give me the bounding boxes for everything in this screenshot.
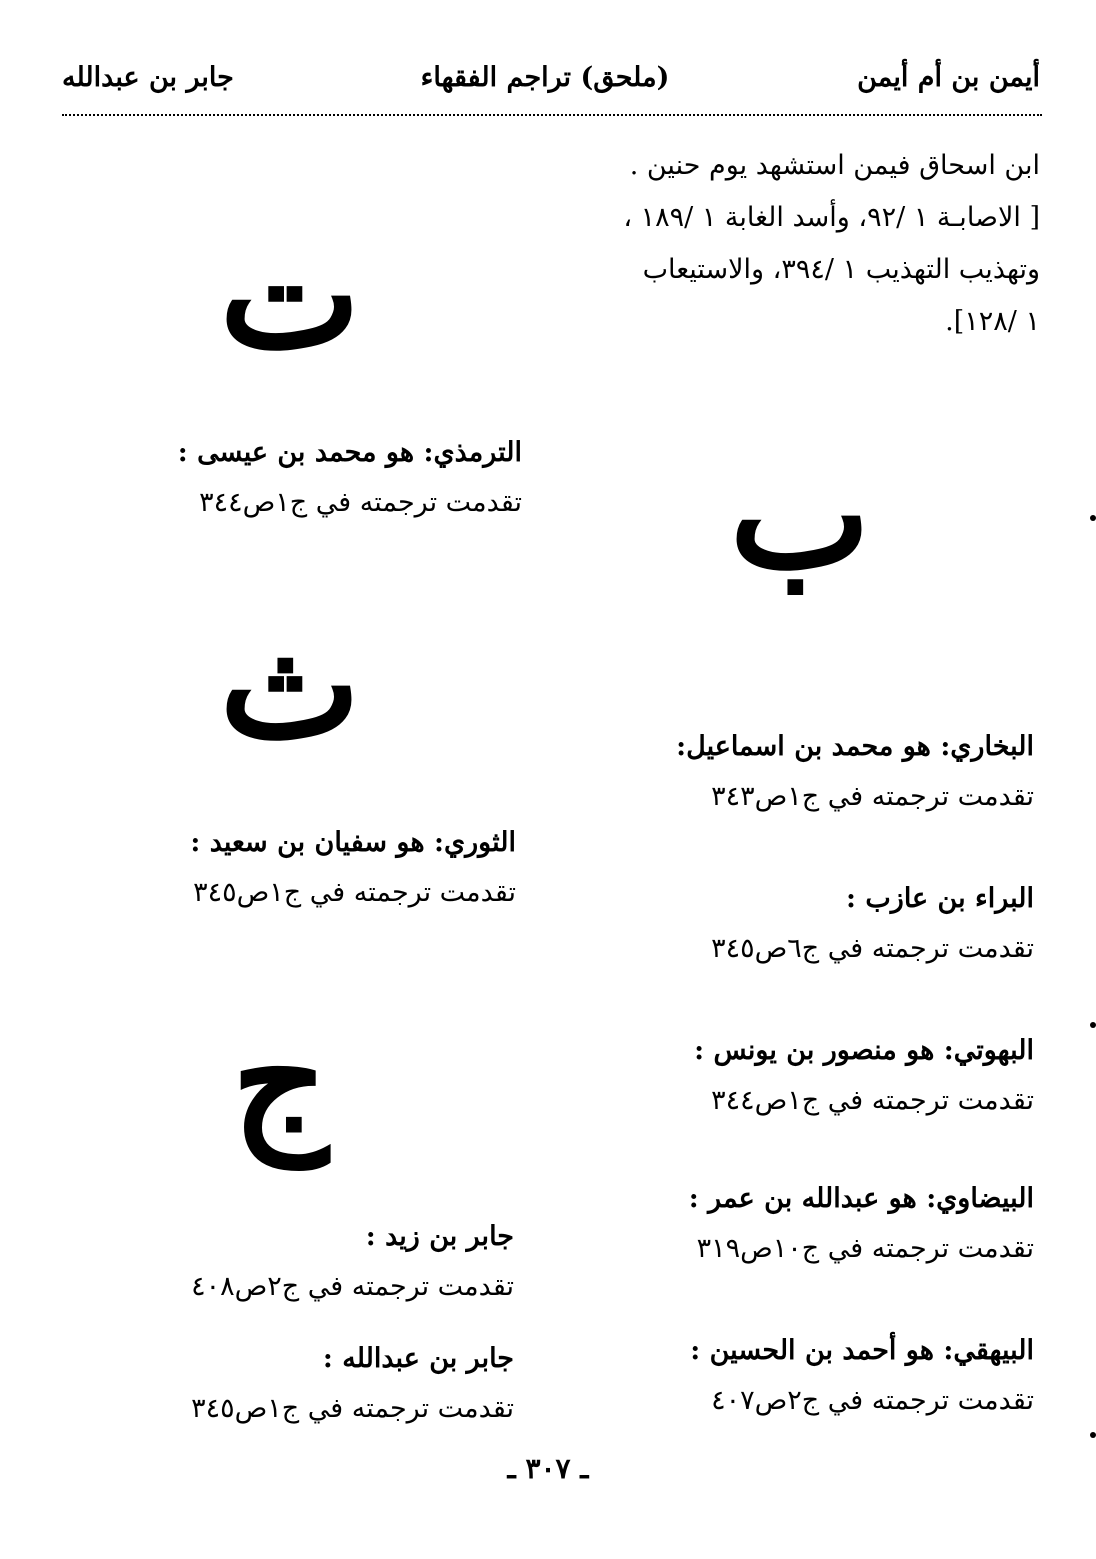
entry-ref: تقدمت ترجمته في ج١ص٣٤٤ xyxy=(199,487,522,518)
entry-bara xyxy=(711,874,1034,974)
intro-line: [ الاصابـة ١ /٩٢، وأسد الغابة ١ /١٨٩ ، xyxy=(623,202,1040,233)
entry-desc: هو سفيان بن سعيد : xyxy=(190,827,435,858)
section-letter-jim: ج xyxy=(231,992,329,1168)
entry-ref: تقدمت ترجمته في ج٦ص٣٤٥ xyxy=(711,933,1034,964)
section-letter-ba: ب xyxy=(729,427,871,603)
entry-desc: هو محمد بن اسماعيل: xyxy=(676,731,941,762)
header-right-title: أيمن بن أم أيمن xyxy=(857,62,1040,93)
intro-line: ابن اسحاق فيمن استشهد يوم حنين . xyxy=(629,150,1040,181)
entry-desc: هو منصور بن يونس : xyxy=(694,1035,944,1066)
entry-bayhaqi xyxy=(690,1326,1034,1426)
entry-ref: تقدمت ترجمته في ج١ص٣٤٣ xyxy=(711,781,1034,812)
scan-edge-mark xyxy=(1090,515,1096,521)
entry-buhuti xyxy=(694,1026,1034,1126)
section-letter-tha: ث xyxy=(219,597,361,773)
entry-name: البيهقي: xyxy=(943,1335,1034,1366)
entry-desc: هو محمد بن عيسى : xyxy=(177,437,424,468)
header-divider xyxy=(62,114,1042,116)
entry-name: الترمذي: xyxy=(423,437,522,468)
intro-line: وتهذيب التهذيب ١ /٣٩٤، والاستيعاب xyxy=(642,254,1040,285)
entry-ref: تقدمت ترجمته في ج٢ص٤٠٨ xyxy=(191,1271,514,1302)
entry-name: جابر بن زيد : xyxy=(365,1221,514,1252)
entry-name: البراء بن عازب : xyxy=(846,883,1034,914)
section-letter-ta: ت xyxy=(219,207,361,383)
scan-edge-mark xyxy=(1090,1432,1096,1438)
intro-line: ١ /١٢٨]. xyxy=(945,306,1040,337)
header-left-title: جابر بن عبدالله xyxy=(62,62,234,93)
entry-ref: تقدمت ترجمته في ج١ص٣٤٥ xyxy=(193,877,516,908)
entry-ref: تقدمت ترجمته في ج٢ص٤٠٧ xyxy=(711,1385,1034,1416)
entry-jabir-zayd xyxy=(191,1212,514,1312)
entry-bukhari xyxy=(676,722,1034,822)
entry-ref: تقدمت ترجمته في ج١ص٣٤٥ xyxy=(191,1393,514,1424)
entry-name: البهوتي: xyxy=(943,1035,1034,1066)
entry-name: البخاري: xyxy=(940,731,1034,762)
entry-tirmidhi xyxy=(178,428,522,528)
entry-ref: تقدمت ترجمته في ج١٠ص٣١٩ xyxy=(696,1233,1034,1264)
intro-paragraph xyxy=(570,140,1040,348)
entry-desc: هو أحمد بن الحسين : xyxy=(690,1335,944,1366)
header-center-title: (ملحق) تراجم الفقهاء xyxy=(420,62,670,93)
entry-jabir-abdullah xyxy=(191,1334,514,1434)
entry-name: البيضاوي: xyxy=(926,1183,1034,1214)
entry-name: جابر بن عبدالله : xyxy=(322,1343,514,1374)
entry-ref: تقدمت ترجمته في ج١ص٣٤٤ xyxy=(711,1085,1034,1116)
scan-edge-mark xyxy=(1090,1022,1096,1028)
entry-desc: هو عبدالله بن عمر : xyxy=(688,1183,927,1214)
page-number: ـ ٣٠٧ ـ xyxy=(507,1452,589,1485)
entry-thawri xyxy=(190,818,516,918)
entry-baydawi xyxy=(689,1174,1034,1274)
entry-name: الثوري: xyxy=(434,827,516,858)
